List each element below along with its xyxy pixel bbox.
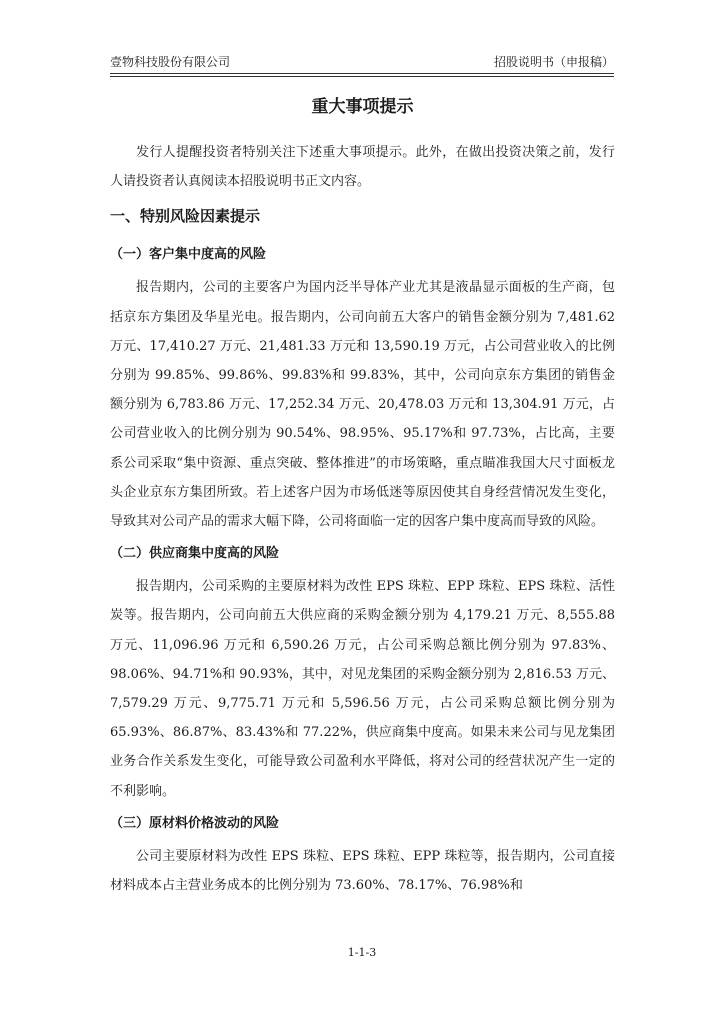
subsection-heading-supplier-concentration: （二）供应商集中度高的风险 <box>110 546 280 562</box>
subsection-heading-customer-concentration: （一）客户集中度高的风险 <box>110 247 267 263</box>
page-number: 1-1-3 <box>347 946 377 959</box>
page-title: 重大事项提示 <box>311 97 414 117</box>
header-double-rule <box>110 76 614 77</box>
header-doc-type: 招股说明书（申报稿） <box>493 55 614 69</box>
paragraph-supplier-concentration: 报告期内，公司采购的主要原材料为改性 EPS 珠粒、EPP 珠粒、EPS 珠粒、活性炭等。报告期内，公司向前五大供应商的采购金额分别为 4,179.21 万元、8,555.88 万元、11,096.96 万元和 6,590.26 万元，占公司采购总额比例分别为 97.83%、98.06%、94.71%和 90.93%，其中，对见龙集团的采购金额分别为 2,816.53 万元、7,579.29 万元、9,775.71 万元和 5,596.56 万元，占公司采购总额比例分别为 65.93%、86.87%、83.43%和 77.22%，供应商集中度高。如果未来公司与见龙集团业务合作关系发生变化，可能导致公司盈利水平降低，将对公司的经营状况产生一定的不利影响。 <box>110 579 615 799</box>
page-header <box>110 50 614 74</box>
subsection-heading-raw-material-price: （三）原材料价格波动的风险 <box>110 815 280 831</box>
section-heading-risk-factors: 一、特别风险因素提示 <box>110 207 261 226</box>
intro-paragraph: 发行人提醒投资者特别关注下述重大事项提示。此外，在做出投资决策之前，发行人请投资者认真阅读本招股说明书正文内容。 <box>110 145 615 190</box>
paragraph-raw-material-price: 公司主要原材料为改性 EPS 珠粒、EPS 珠粒、EPP 珠粒等，报告期内，公司直接材料成本占主营业务成本的比例分别为 73.60%、78.17%、76.98%和 <box>110 848 615 894</box>
header-company: 壹物科技股份有限公司 <box>110 55 231 69</box>
page-body <box>110 92 615 900</box>
paragraph-customer-concentration: 报告期内，公司的主要客户为国内泛半导体产业尤其是液晶显示面板的生产商，包括京东方集团及华星光电。报告期内，公司向前五大客户的销售金额分别为 7,481.62 万元、17,410.27 万元、21,481.33 万元和 13,590.19 万元，占公司营业收入的比例分别为 99.85%、99.86%、99.83%和 99.83%，其中，公司向京东方集团的销售金额分别为 6,783.86 万元、17,252.34 万元、20,478.03 万元和 13,304.91 万元，占公司营业收入的比例分别为 90.54%、98.95%、95.17%和 97.73%，占比高，主要系公司采取“集中资源、重点突破、整体推进”的市场策略，重点瞄准我国大尺寸面板龙头企业京东方集团所致。若上述客户因为市场低迷等原因使其自身经营情况发生变化，导致其对公司产品的需求大幅下降，公司将面临一定的因客户集中度高而导致的风险。 <box>110 280 615 530</box>
